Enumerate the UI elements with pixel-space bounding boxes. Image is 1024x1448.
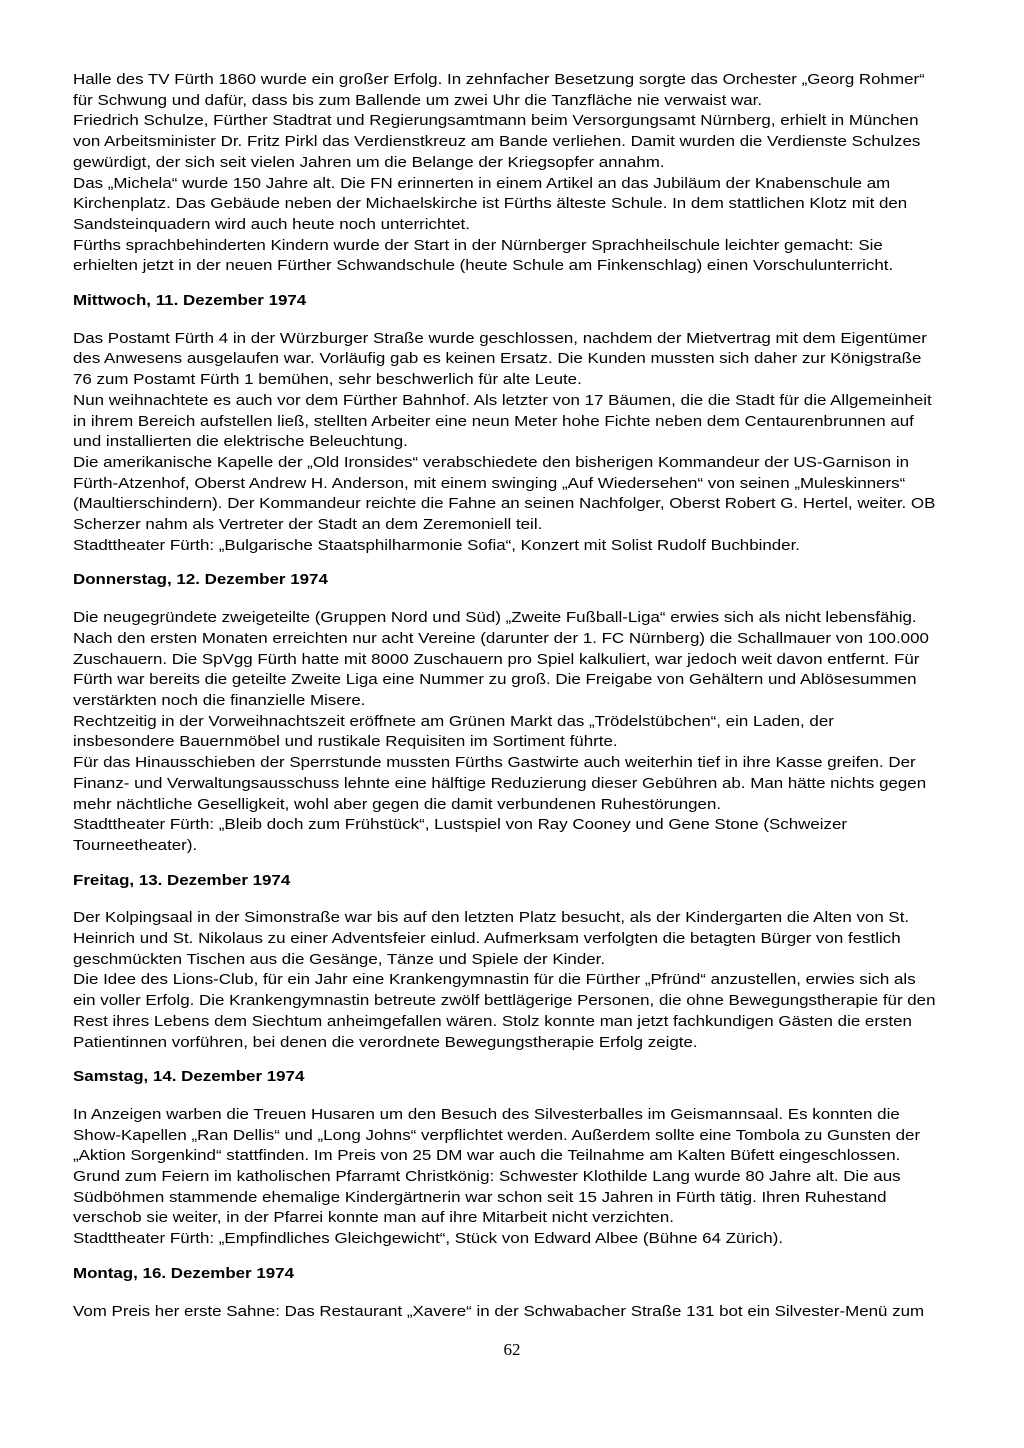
- paragraph: Halle des TV Fürth 1860 wurde ein großer Erfolg. In zehnfacher Besetzung sorgte das Orchester „Georg Rohmer“ für Schwung und dafür, dass bis zum Ballende um zwei Uhr die Tanzfläche nie verwaist war.: [73, 71, 925, 109]
- paragraph: Die neugegründete zweigeteilte (Gruppen Nord und Süd) „Zweite Fußball-Liga“ erwies sich als nicht lebensfähig. Nach den ersten Monaten erreichten nur acht Vereine (darunter der 1. FC Nürnberg) die Schallmauer von 100.000 Zuschauern. Die SpVgg Fürth hatte mit 8000 Zuschauern pro Spiel kalkuliert, war jedoch weit davon entfernt. Für Fürth war bereits die geteilte Zweite Liga eine Nummer zu groß. Die Freigabe von Gehältern und Ablösesummen verstärkten noch die finanzielle Misere.: [73, 609, 929, 709]
- paragraph: In Anzeigen warben die Treuen Husaren um den Besuch des Silvesterballes im Geismannsaal. Es konnten die Show-Kapellen „Ran Dellis“ und „Long Johns“ verpflichtet werden. Außerdem sollte eine Tombola zu Gunsten der „Aktion Sorgenkind“ stattfinden. Im Preis von 25 DM war auch die Teilnahme am Kalten Büfett eingeschlossen.: [73, 1105, 921, 1165]
- date-heading: Montag, 16. Dezember 1974: [73, 1264, 294, 1282]
- paragraph: Vom Preis her erste Sahne: Das Restaurant „Xavere“ in der Schwabacher Straße 131 bot ein Silvester-Menü zum: [73, 1302, 925, 1320]
- paragraph: Für das Hinausschieben der Sperrstunde mussten Fürths Gastwirte auch weiterhin tief in ihre Kasse greifen. Der Finanz- und Verwaltungsausschuss lehnte eine hälftige Reduzierung dieser Gebühren ab. Man hätte nichts gegen mehr nächtliche Geselligkeit, wohl aber gegen die damit verbundenen Ruhestörungen.: [73, 754, 927, 813]
- paragraph: Rechtzeitig in der Vorweihnachtszeit eröffnete am Grünen Markt das „Trödelstübchen“, ein Laden, der insbesondere Bauernmöbel und rustikale Requisiten im Sortiment führte.: [73, 712, 834, 751]
- paragraph: Der Kolpingsaal in der Simonstraße war bis auf den letzten Platz besucht, als der Kindergarten die Alten von St. Heinrich und St. Nikolaus zu einer Adventsfeier einlud. Aufmerksam verfolgten die betagten Bürger von festlich geschmückten Tischen aus die Gesänge, Tänze und Spiele der Kinder.: [73, 909, 910, 968]
- day-section: [73, 871, 939, 1054]
- paragraph: Das „Michela“ wurde 150 Jahre alt. Die FN erinnerten in einem Artikel an das Jubiläum der Knabenschule am Kirchenplatz. Das Gebäude neben der Michaelskirche ist Fürths älteste Schule. In dem stattlichen Klotz mit den Sandsteinquadern wird auch heute noch unterrichtet.: [73, 174, 908, 233]
- paragraph: Fürths sprachbehinderten Kindern wurde der Start in der Nürnberger Sprachheilschule leichter gemacht: Sie erhielten jetzt in der neuen Fürther Schwandschule (heute Schule am Finkenschlag) einen Vorschulunterricht.: [73, 236, 894, 275]
- paragraph: Die Idee des Lions-Club, für ein Jahr eine Krankengymnastin für die Fürther „Pfründ“ anzustellen, erwies sich als ein voller Erfolg. Die Krankengymnastin betreute zwölf bettlägerige Personen, die ohne Bewegungstherapie für den Rest ihres Lebens dem Siechtum anheimgefallen wären. Stolz konnte man jetzt fachkundigen Gästen die ersten Patientinnen vorführen, bei denen die verordnete Bewegungstherapie Erfolg zeigte.: [73, 971, 936, 1051]
- paragraph: Das Postamt Fürth 4 in der Würzburger Straße wurde geschlossen, nachdem der Mietvertrag mit dem Eigentümer des Anwesens ausgelaufen war. Vorläufig gab es keinen Ersatz. Die Kunden mussten sich daher zur Königstraße 76 zum Postamt Fürth 1 bemühen, sehr beschwerlich für alte Leute.: [73, 329, 927, 389]
- paragraph: Die amerikanische Kapelle der „Old Ironsides“ verabschiedete den bisherigen Kommandeur der US-Garnison in Fürth-Atzenhof, Oberst Andrew H. Anderson, mit einem swinging „Auf Wiedersehen“ von seinen „Muleskinners“ (Maultierschindern). Der Kommandeur reichte die Fahne an seinen Nachfolger, Oberst Robert G. Hertel, weiter. OB Scherzer nahm als Vertreter der Stadt an dem Zeremoniell teil.: [73, 453, 936, 534]
- page-number: 62: [503, 1340, 521, 1359]
- day-section: [73, 1264, 939, 1322]
- date-heading: Samstag, 14. Dezember 1974: [73, 1068, 305, 1086]
- day-section: [73, 1067, 939, 1250]
- paragraph: Friedrich Schulze, Fürther Stadtrat und Regierungsamtmann beim Versorgungsamt Nürnberg, erhielt in München von Arbeitsminister Dr. Fritz Pirkl das Verdienstkreuz am Bande verliehen. Damit wurden die Verdienste Schulzes gewürdigt, der sich seit vielen Jahren um die Belange der Kriegsopfer annahm.: [73, 112, 921, 171]
- day-section: [73, 291, 939, 556]
- paragraph: Stadttheater Fürth: „Empfindliches Gleichgewicht“, Stück von Edward Albee (Bühne 64 Zürich).: [73, 1230, 784, 1248]
- document-text: [73, 70, 939, 1322]
- paragraph: Stadttheater Fürth: „Bulgarische Staatsphilharmonie Sofia“, Konzert mit Solist Rudolf Buchbinder.: [73, 536, 800, 554]
- date-heading: Donnerstag, 12. Dezember 1974: [73, 571, 328, 589]
- date-heading: Freitag, 13. Dezember 1974: [73, 871, 291, 889]
- paragraph: Nun weihnachtete es auch vor dem Fürther Bahnhof. Als letzter von 17 Bäumen, die die Stadt für die Allgemeinheit in ihrem Bereich aufstellen ließ, stellten Arbeiter eine neun Meter hohe Fichte neben dem Centaurenbrunnen auf und installierten die elektrische Beleuchtung.: [73, 391, 932, 451]
- paragraph: Stadttheater Fürth: „Bleib doch zum Frühstück“, Lustspiel von Ray Cooney und Gene Stone (Schweizer Tourneetheater).: [73, 816, 848, 854]
- date-heading: Mittwoch, 11. Dezember 1974: [73, 292, 307, 310]
- paragraph: Grund zum Feiern im katholischen Pfarramt Christkönig: Schwester Klothilde Lang wurde 80 Jahre alt. Die aus Südböhmen stammende ehemalige Kindergärtnerin war schon seit 15 Jahren in Fürth tätig. Ihren Ruhestand verschob sie weiter, in der Pfarrei konnte man auf ihre Mitarbeit nicht verzichten.: [73, 1168, 901, 1227]
- day-section: [73, 570, 939, 856]
